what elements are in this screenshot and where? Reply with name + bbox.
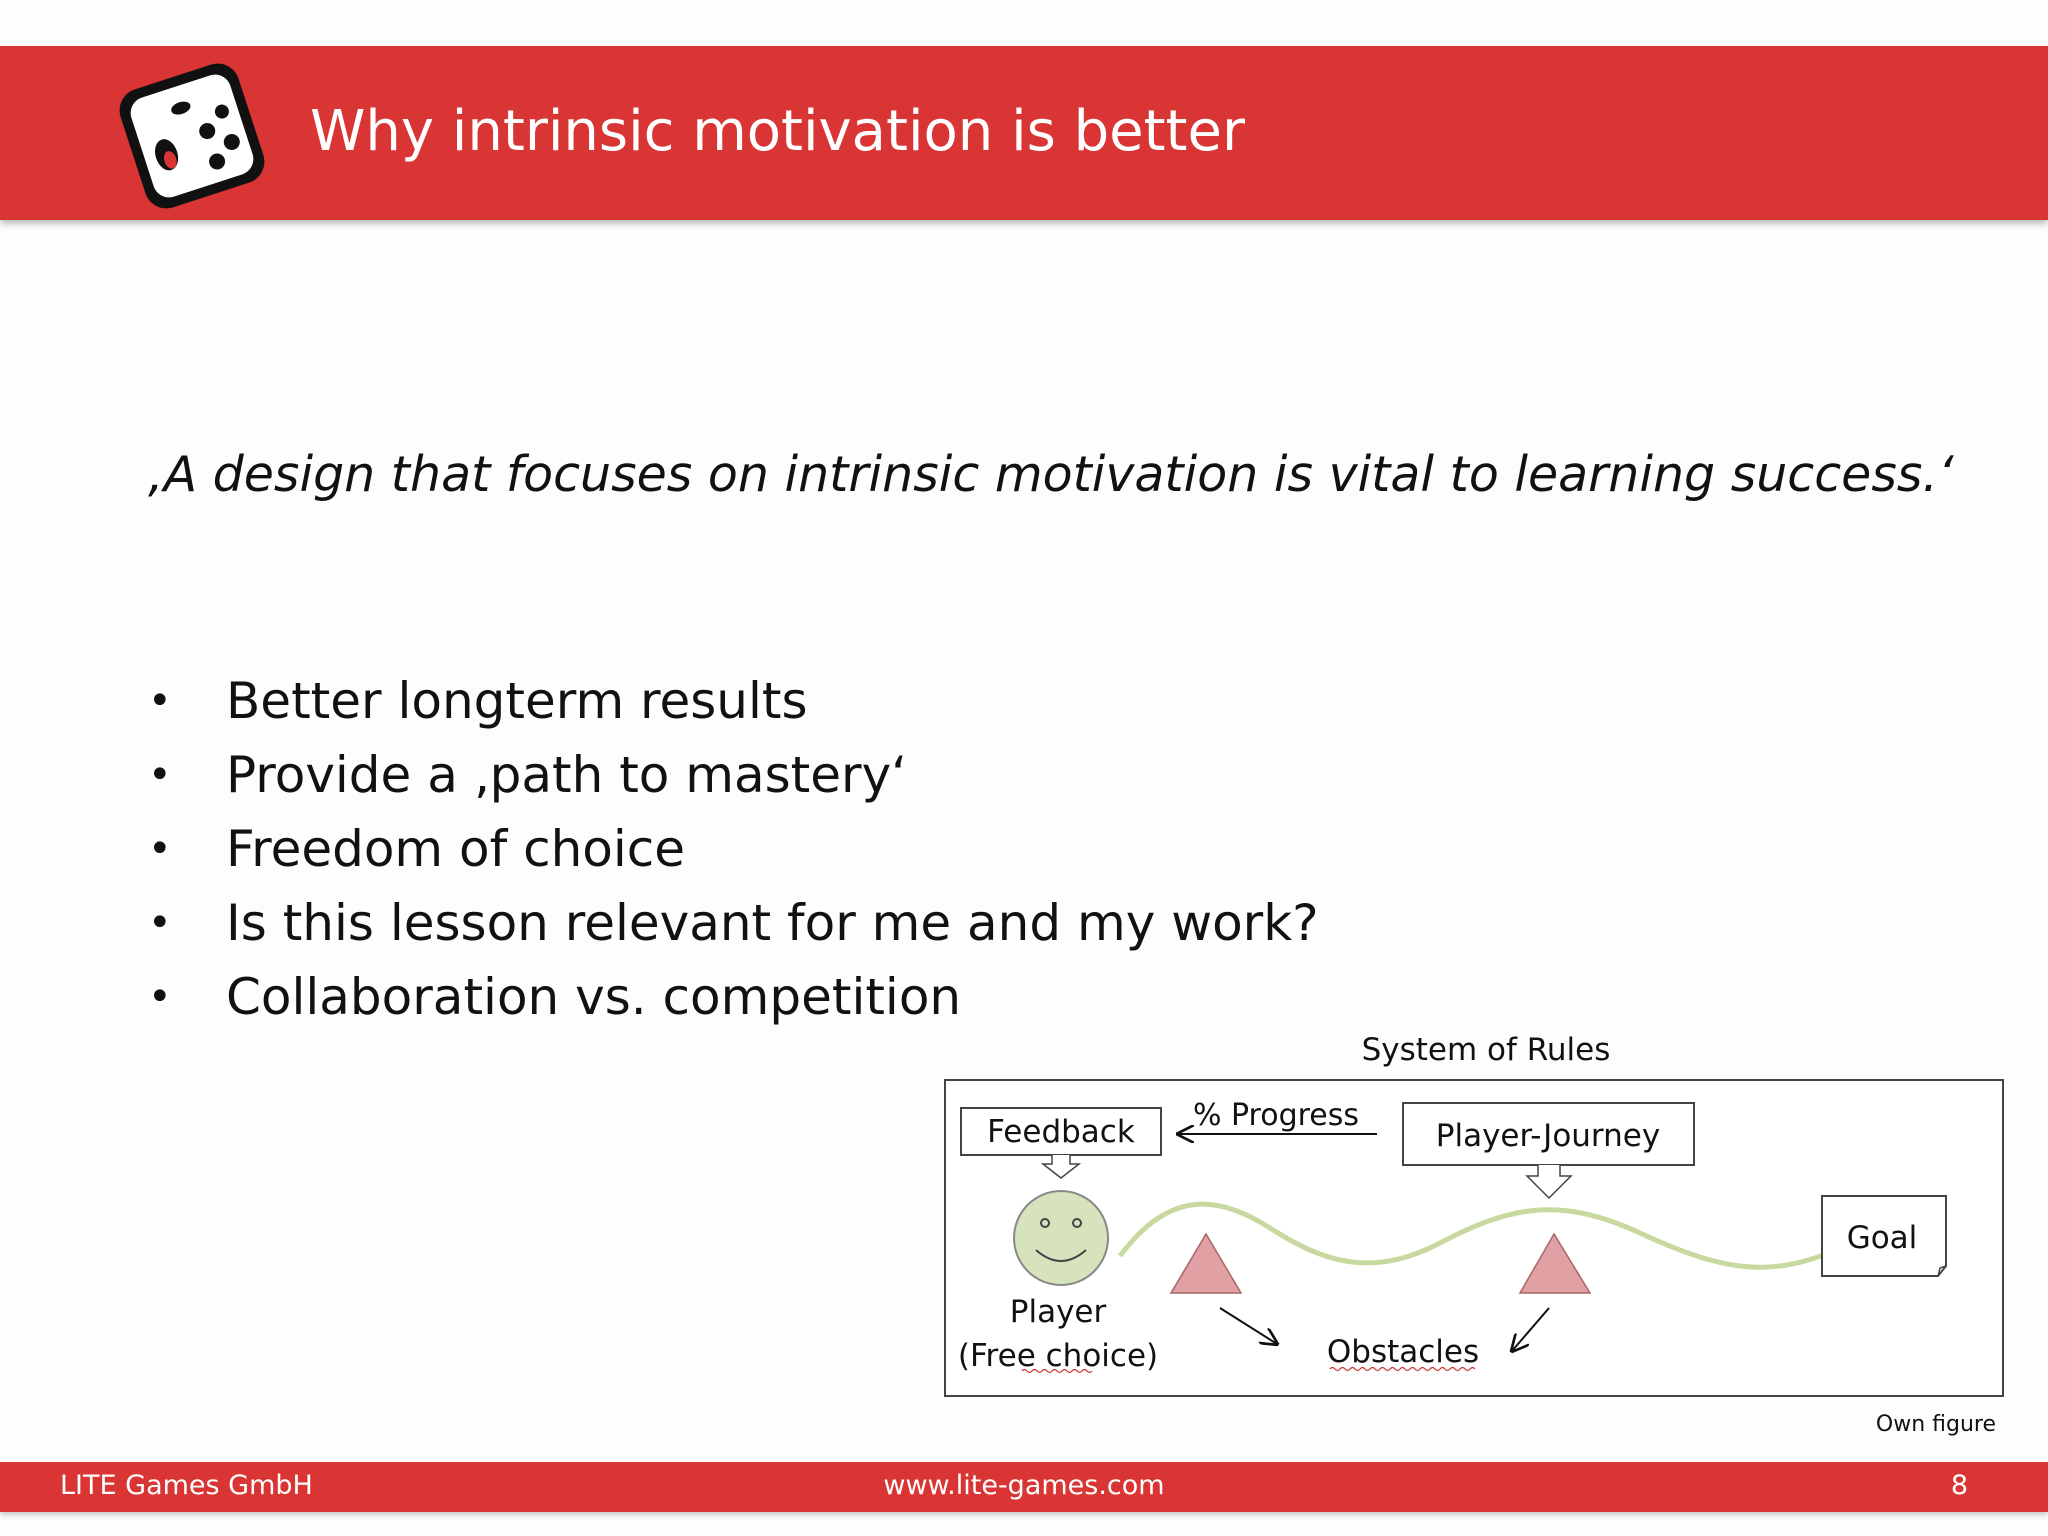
bullet-text: Is this lesson relevant for me and my work? <box>226 894 1319 952</box>
feedback-label: Feedback <box>987 1114 1135 1150</box>
bullet-text: Collaboration vs. competition <box>226 968 962 1026</box>
player-journey-diagram <box>940 1028 2010 1403</box>
bullet-text: Freedom of choice <box>226 820 686 878</box>
footer-url[interactable]: www.lite-games.com <box>883 1470 1165 1501</box>
smiley-icon <box>1014 1191 1108 1285</box>
bullet-marker: • <box>148 752 172 798</box>
obstacles-label: Obstacles <box>1326 1334 1480 1370</box>
bullet-marker: • <box>148 826 172 872</box>
goal-label: Goal <box>1846 1220 1918 1256</box>
page-number: 8 <box>1950 1470 1968 1501</box>
diagram-title: System of Rules <box>1361 1032 1611 1068</box>
dice-icon <box>112 56 272 216</box>
player-choice-label: (Free choice) <box>957 1338 1159 1374</box>
footer-bar <box>0 1462 2048 1512</box>
figure-caption: Own figure <box>1875 1412 1996 1437</box>
player-label: Player <box>1009 1294 1107 1330</box>
title-bar <box>0 46 2048 220</box>
bullet-marker: • <box>148 974 172 1020</box>
bullet-text: Provide a ‚path to mastery‘ <box>226 746 908 804</box>
bullet-text: Better longterm results <box>226 672 808 730</box>
slide-title: Why intrinsic motivation is better <box>310 99 1245 164</box>
footer-company: LITE Games GmbH <box>60 1470 313 1501</box>
quote-text: ‚A design that focuses on intrinsic motivation is vital to learning success.‘ <box>148 446 1954 503</box>
journey-label: Player-Journey <box>1435 1118 1661 1154</box>
bullet-marker: • <box>148 900 172 946</box>
progress-label: % Progress <box>1192 1098 1360 1133</box>
bullet-marker: • <box>148 678 172 724</box>
